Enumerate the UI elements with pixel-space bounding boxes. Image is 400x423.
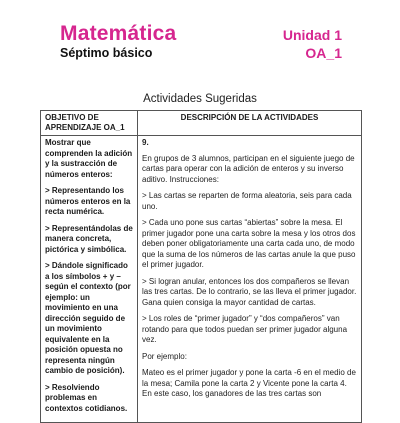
section-title: Actividades Sugeridas (143, 93, 257, 105)
objective-column-header: OBJETIVO DE APRENDIZAJE OA_1 (41, 111, 138, 136)
activities-table (40, 110, 362, 423)
description-column-header: DESCRIPCIÓN DE LA ACTIVIDADES (138, 111, 362, 136)
description-paragraph: Mateo es el primer jugador y pone la carta -6 en el medio de la mesa; Camila pone la carta 2 y Vicente pone la carta 4. En este caso, los ganadores de las tres cartas son (142, 368, 356, 398)
description-paragraph: > Las cartas se reparten de forma aleatoria, seis para cada uno. (142, 191, 352, 211)
description-cell (138, 136, 362, 423)
objective-text: Mostrar que comprenden la adición y la sustracción de números enteros: (45, 138, 133, 179)
objective-cell (41, 136, 138, 423)
objective-text: > Representándolas de manera concreta, pictórica y simbólica. (45, 223, 133, 254)
description-paragraph: > Los roles de “primer jugador” y “dos compañeros” van rotando para que todos puedan ser primer jugador alguna vez. (142, 314, 348, 344)
objective-text: > Representando los números enteros en la recta numérica. (45, 186, 131, 216)
unit-label: Unidad 1 (282, 27, 342, 43)
description-paragraph: Por ejemplo: (142, 351, 187, 361)
description-paragraph: En grupos de 3 alumnos, participan en el siguiente juego de cartas para operar con la adición de enteros y su inverso aditivo. Instrucciones: (142, 153, 355, 184)
table-header-row (41, 111, 362, 136)
table-row (41, 136, 362, 423)
activity-number: 9. (142, 138, 149, 147)
objective-text: > Dándole significado a los símbolos + y – según el contexto (por ejemplo: un movimiento en una dirección seguido de un movimiento equivalente en la posición opuesta no representa ningún cambio de posición). (45, 261, 131, 375)
page-header (0, 0, 400, 80)
grade-level: Séptimo básico (60, 46, 153, 60)
description-paragraph: > Si logran anular, entonces los dos compañeros se llevan las tres cartas. De lo contrario, se las lleva el primer jugador. Gana quien consiga la mayor cantidad de cartas. (142, 276, 357, 307)
objective-code: OA_1 (305, 45, 342, 61)
description-paragraph: > Cada uno pone sus cartas “abiertas” sobre la mesa. El primer jugador pone una carta sobre la mesa y los otros dos deben poner obligatoriamente una carta cada uno, de modo que la suma de los números de las cartas anule la que puso el primer jugador. (142, 218, 356, 269)
subject-title: Matemática (60, 22, 177, 45)
objective-text: > Resolviendo problemas en contextos cotidianos. (45, 382, 128, 413)
